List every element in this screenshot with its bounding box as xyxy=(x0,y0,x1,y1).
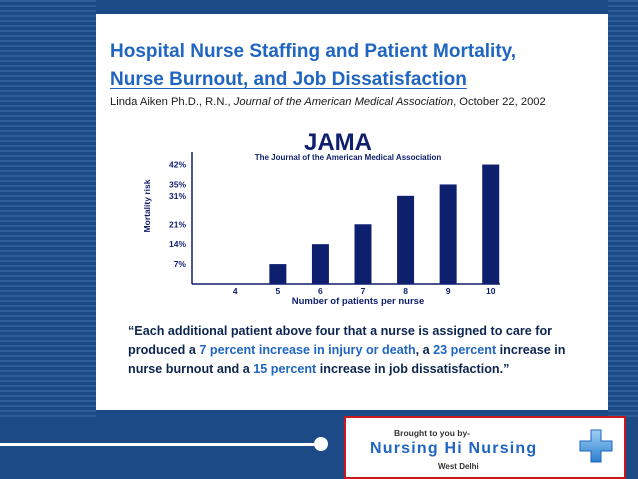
right-stripe-pattern xyxy=(608,0,638,420)
bar-7 xyxy=(355,224,372,284)
chart-y-axis-label: Mortality risk xyxy=(142,179,152,233)
bar-8 xyxy=(397,196,414,284)
brand-badge xyxy=(344,416,626,479)
citation-date: , October 22, 2002 xyxy=(453,96,546,108)
y-tick-label: 35% xyxy=(168,179,186,190)
jama-chart xyxy=(130,126,510,308)
x-tick-label: 4 xyxy=(232,286,238,296)
y-tick-label: 42% xyxy=(168,159,186,170)
title-line-2: Nurse Burnout, and Job Dissatisfaction xyxy=(110,69,467,90)
medical-cross-icon xyxy=(578,428,614,464)
x-tick-label: 5 xyxy=(275,286,281,296)
citation-authors: Linda Aiken Ph.D., R.N., xyxy=(110,96,234,108)
progress-dot xyxy=(314,437,328,451)
x-tick-label: 10 xyxy=(485,286,496,296)
bar-10 xyxy=(482,165,499,284)
chart-subtitle: The Journal of the American Medical Association xyxy=(254,153,442,162)
quote-text-2: , a xyxy=(415,343,434,357)
quote-highlight-dissatisfaction: 15 percent xyxy=(253,362,317,376)
y-tick-label: 14% xyxy=(168,239,186,250)
bar-9 xyxy=(440,184,457,284)
bar-6 xyxy=(312,244,329,284)
quote-text-1: “Each additional patient above four that a nurse is assigned to care for produced a xyxy=(128,324,553,357)
x-tick-label: 9 xyxy=(445,286,451,296)
left-stripe-pattern xyxy=(0,0,96,420)
title-line-1: Hospital Nurse Staffing and Patient Mortality, xyxy=(110,41,517,62)
slide-title xyxy=(110,38,590,94)
progress-line xyxy=(0,443,322,446)
bar-5 xyxy=(269,264,286,284)
quote-text-4: increase in job dissatisfaction.” xyxy=(316,362,510,376)
y-tick-label: 7% xyxy=(173,259,186,270)
citation xyxy=(110,96,590,108)
citation-journal: Journal of the American Medical Association xyxy=(233,96,454,108)
x-tick-label: 8 xyxy=(403,286,408,296)
chart-svg xyxy=(130,126,510,308)
quote xyxy=(128,322,588,379)
chart-x-axis-label: Number of patients per nurse xyxy=(291,296,425,307)
x-tick-label: 7 xyxy=(360,286,366,296)
badge-brand-name: Nursing Hi Nursing xyxy=(370,440,538,457)
quote-text-3: increase in nurse burnout and a xyxy=(128,343,566,376)
badge-location: West Delhi xyxy=(438,462,479,471)
chart-logo: JAMA xyxy=(303,129,373,156)
quote-highlight-burnout: 23 percent xyxy=(433,343,497,357)
y-tick-label: 31% xyxy=(168,190,186,201)
badge-brought-by: Brought to you by- xyxy=(394,428,471,438)
x-tick-label: 6 xyxy=(318,286,323,296)
quote-highlight-injury: 7 percent increase in injury or death xyxy=(199,343,416,357)
y-tick-label: 21% xyxy=(168,219,186,230)
